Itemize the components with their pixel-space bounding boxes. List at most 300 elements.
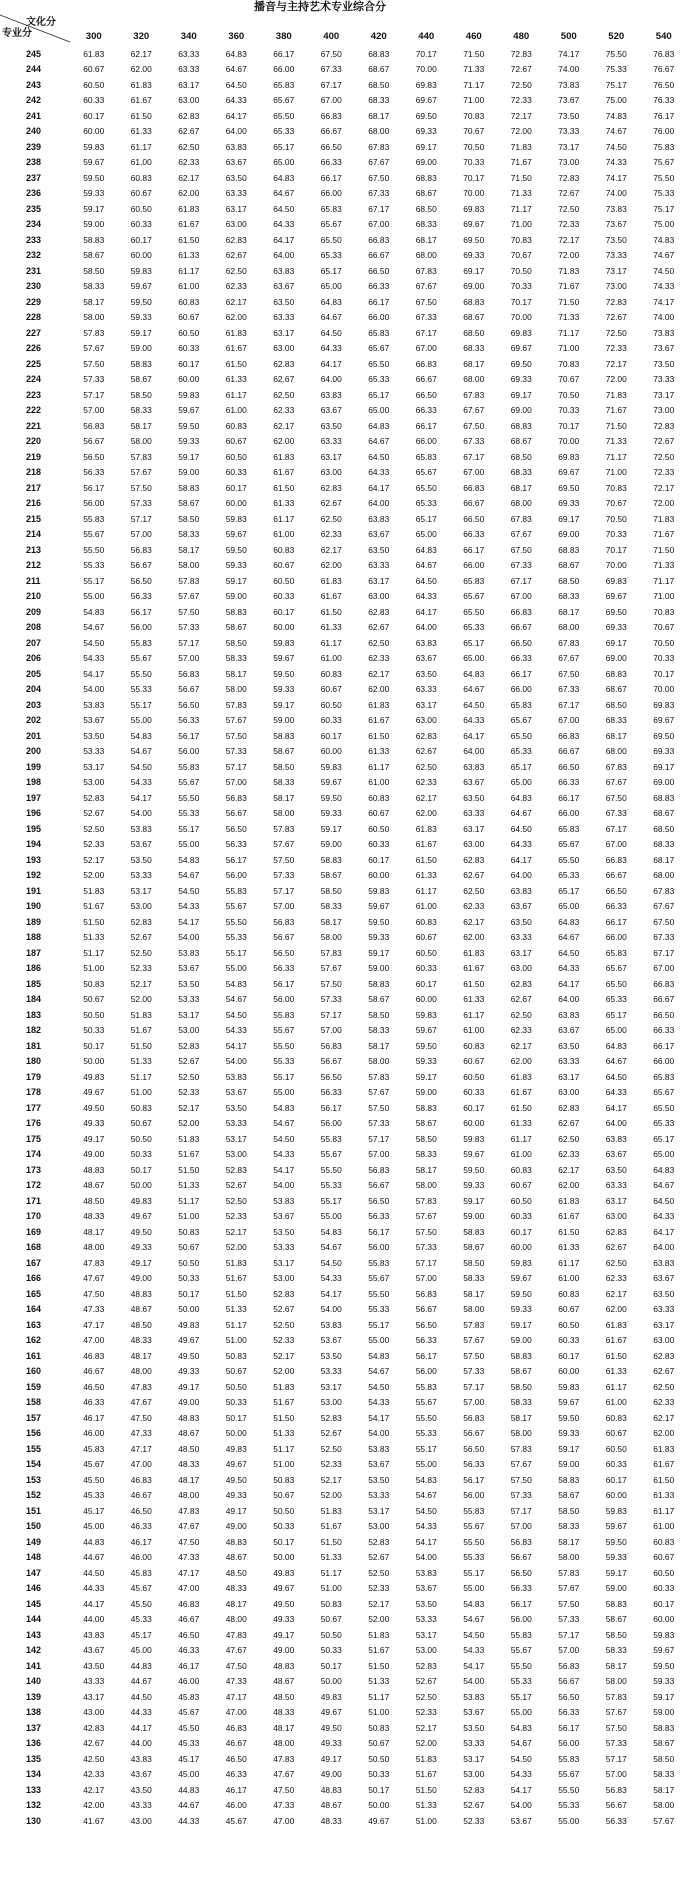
- table-cell: 56.50: [463, 1443, 485, 1454]
- row-header: 137: [26, 1722, 42, 1733]
- table-row: [0, 1720, 688, 1736]
- table-cell: 53.33: [83, 746, 105, 757]
- table-cell: 69.17: [558, 513, 580, 524]
- table-cell: 63.67: [558, 1025, 580, 1036]
- table-cell: 58.83: [415, 1102, 437, 1113]
- table-row: [0, 403, 688, 419]
- table-cell: 68.67: [463, 312, 485, 323]
- table-cell: 65.00: [653, 1149, 675, 1160]
- table-cell: 58.00: [605, 1676, 627, 1687]
- table-row: [0, 170, 688, 186]
- table-cell: 58.33: [605, 1645, 627, 1656]
- table-cell: 69.33: [415, 126, 437, 137]
- table-cell: 67.33: [605, 808, 627, 819]
- table-cell: 62.33: [510, 1025, 532, 1036]
- table-cell: 52.17: [273, 1350, 295, 1361]
- table-cell: 64.67: [558, 932, 580, 943]
- table-cell: 54.67: [130, 746, 152, 757]
- table-cell: 47.83: [225, 1629, 247, 1640]
- table-row: [0, 1596, 688, 1612]
- table-cell: 66.00: [368, 312, 390, 323]
- table-cell: 61.83: [368, 699, 390, 710]
- table-cell: 68.50: [653, 823, 675, 834]
- table-cell: 67.83: [463, 389, 485, 400]
- table-cell: 63.17: [320, 451, 342, 462]
- table-cell: 57.50: [273, 854, 295, 865]
- table-cell: 63.00: [653, 1335, 675, 1346]
- row-header: 220: [26, 436, 42, 447]
- table-cell: 43.67: [130, 1769, 152, 1780]
- table-cell: 55.33: [368, 1304, 390, 1315]
- table-cell: 45.17: [130, 1629, 152, 1640]
- table-cell: 56.67: [415, 1304, 437, 1315]
- table-row: [0, 1689, 688, 1705]
- row-header: 195: [26, 823, 42, 834]
- table-cell: 48.50: [178, 1443, 200, 1454]
- table-cell: 46.50: [83, 1381, 105, 1392]
- table-cell: 52.83: [368, 1536, 390, 1547]
- table-cell: 62.50: [368, 637, 390, 648]
- table-cell: 47.50: [273, 1784, 295, 1795]
- table-cell: 49.00: [178, 1397, 200, 1408]
- table-cell: 49.67: [320, 1707, 342, 1718]
- table-cell: 71.33: [510, 188, 532, 199]
- table-cell: 54.00: [273, 1180, 295, 1191]
- table-cell: 58.50: [130, 389, 152, 400]
- row-header: 198: [26, 777, 42, 788]
- table-cell: 61.17: [653, 1505, 675, 1516]
- table-cell: 66.33: [653, 1025, 675, 1036]
- row-header: 205: [26, 668, 42, 679]
- table-cell: 54.50: [368, 1381, 390, 1392]
- table-cell: 56.00: [510, 1614, 532, 1625]
- table-cell: 52.33: [368, 1583, 390, 1594]
- table-cell: 56.67: [83, 436, 105, 447]
- table-cell: 62.00: [510, 1056, 532, 1067]
- table-cell: 59.17: [558, 1443, 580, 1454]
- table-cell: 50.00: [320, 1676, 342, 1687]
- table-cell: 63.17: [653, 1319, 675, 1330]
- table-cell: 60.67: [653, 1552, 675, 1563]
- table-cell: 46.00: [178, 1676, 200, 1687]
- table-cell: 58.17: [130, 420, 152, 431]
- table-cell: 58.33: [178, 529, 200, 540]
- table-cell: 58.33: [463, 1273, 485, 1284]
- table-cell: 59.00: [83, 219, 105, 230]
- table-cell: 52.33: [320, 1459, 342, 1470]
- table-cell: 44.67: [130, 1676, 152, 1687]
- table-cell: 63.50: [510, 916, 532, 927]
- table-cell: 52.67: [178, 1056, 200, 1067]
- table-cell: 48.17: [273, 1722, 295, 1733]
- table-cell: 62.83: [415, 730, 437, 741]
- table-cell: 57.33: [510, 1490, 532, 1501]
- table-cell: 72.67: [510, 64, 532, 75]
- table-row: [0, 310, 688, 326]
- table-cell: 70.67: [605, 498, 627, 509]
- table-cell: 61.67: [558, 1211, 580, 1222]
- table-row: [0, 1426, 688, 1442]
- table-cell: 72.50: [605, 327, 627, 338]
- table-cell: 63.17: [415, 699, 437, 710]
- table-cell: 55.33: [225, 932, 247, 943]
- table-cell: 52.00: [225, 1242, 247, 1253]
- table-cell: 62.50: [320, 513, 342, 524]
- table-cell: 62.17: [178, 172, 200, 183]
- table-cell: 63.00: [225, 219, 247, 230]
- table-cell: 52.83: [415, 1660, 437, 1671]
- table-cell: 48.67: [178, 1428, 200, 1439]
- table-cell: 59.67: [368, 901, 390, 912]
- table-cell: 57.33: [225, 746, 247, 757]
- table-cell: 62.67: [558, 1118, 580, 1129]
- table-cell: 71.33: [653, 560, 675, 571]
- table-cell: 61.00: [320, 653, 342, 664]
- table-cell: 55.17: [178, 823, 200, 834]
- table-cell: 68.33: [653, 839, 675, 850]
- table-cell: 61.33: [558, 1242, 580, 1253]
- table-cell: 49.00: [83, 1149, 105, 1160]
- table-cell: 63.00: [273, 343, 295, 354]
- table-cell: 55.33: [83, 560, 105, 571]
- table-cell: 70.50: [463, 141, 485, 152]
- table-cell: 52.00: [320, 1490, 342, 1501]
- table-cell: 54.17: [510, 1784, 532, 1795]
- table-cell: 65.67: [605, 963, 627, 974]
- table-cell: 45.67: [130, 1583, 152, 1594]
- table-cell: 66.83: [605, 854, 627, 865]
- table-cell: 70.00: [653, 684, 675, 695]
- table-cell: 70.50: [510, 265, 532, 276]
- table-cell: 71.67: [605, 405, 627, 416]
- row-header: 232: [26, 250, 42, 261]
- table-cell: 64.83: [605, 1040, 627, 1051]
- table-cell: 60.33: [653, 1583, 675, 1594]
- table-cell: 60.00: [320, 746, 342, 757]
- table-cell: 62.17: [130, 48, 152, 59]
- table-cell: 64.83: [273, 172, 295, 183]
- table-cell: 54.17: [463, 1660, 485, 1671]
- table-cell: 74.83: [605, 110, 627, 121]
- table-cell: 45.17: [83, 1505, 105, 1516]
- table-cell: 64.17: [320, 358, 342, 369]
- table-cell: 58.50: [653, 1753, 675, 1764]
- table-cell: 58.83: [605, 1598, 627, 1609]
- table-cell: 48.83: [320, 1784, 342, 1795]
- table-row: [0, 852, 688, 868]
- table-cell: 47.00: [178, 1583, 200, 1594]
- table-cell: 75.33: [605, 64, 627, 75]
- table-cell: 58.67: [558, 1490, 580, 1501]
- table-cell: 72.50: [653, 451, 675, 462]
- table-cell: 69.50: [558, 482, 580, 493]
- table-cell: 49.83: [178, 1319, 200, 1330]
- table-cell: 61.83: [130, 79, 152, 90]
- table-cell: 65.17: [415, 513, 437, 524]
- table-cell: 59.33: [368, 932, 390, 943]
- table-cell: 56.00: [178, 746, 200, 757]
- table-cell: 61.50: [273, 482, 295, 493]
- table-cell: 60.00: [368, 870, 390, 881]
- table-row: [0, 542, 688, 558]
- table-cell: 58.17: [415, 1164, 437, 1175]
- row-header: 209: [26, 606, 42, 617]
- table-cell: 57.67: [558, 1583, 580, 1594]
- table-cell: 49.33: [273, 1614, 295, 1625]
- table-cell: 51.83: [130, 1009, 152, 1020]
- table-cell: 64.50: [653, 1195, 675, 1206]
- table-cell: 63.00: [320, 467, 342, 478]
- table-row: [0, 1116, 688, 1132]
- row-header: 174: [26, 1149, 42, 1160]
- table-cell: 63.33: [463, 808, 485, 819]
- table-row: [0, 806, 688, 822]
- table-cell: 66.00: [415, 436, 437, 447]
- table-cell: 57.83: [605, 1691, 627, 1702]
- table-cell: 60.00: [273, 622, 295, 633]
- table-cell: 76.50: [653, 79, 675, 90]
- table-cell: 62.83: [273, 358, 295, 369]
- table-cell: 66.50: [463, 513, 485, 524]
- table-cell: 62.00: [605, 1304, 627, 1315]
- table-cell: 54.00: [510, 1800, 532, 1811]
- table-cell: 53.50: [415, 1598, 437, 1609]
- table-cell: 59.00: [415, 1087, 437, 1098]
- table-cell: 59.67: [273, 653, 295, 664]
- table-cell: 60.33: [368, 839, 390, 850]
- table-cell: 60.17: [130, 234, 152, 245]
- table-cell: 55.67: [273, 1025, 295, 1036]
- table-cell: 55.00: [320, 1211, 342, 1222]
- table-cell: 64.00: [415, 622, 437, 633]
- table-cell: 58.83: [130, 358, 152, 369]
- table-cell: 47.83: [178, 1505, 200, 1516]
- table-cell: 60.50: [130, 203, 152, 214]
- table-cell: 64.50: [225, 79, 247, 90]
- table-cell: 54.83: [415, 1474, 437, 1485]
- table-cell: 67.67: [368, 157, 390, 168]
- table-cell: 61.67: [130, 95, 152, 106]
- table-cell: 50.33: [320, 1645, 342, 1656]
- table-cell: 65.00: [368, 405, 390, 416]
- table-cell: 56.33: [510, 1583, 532, 1594]
- table-row: [0, 449, 688, 465]
- table-cell: 71.67: [653, 529, 675, 540]
- table-cell: 60.17: [510, 1226, 532, 1237]
- table-cell: 48.17: [225, 1598, 247, 1609]
- table-cell: 64.17: [653, 1226, 675, 1237]
- table-cell: 64.17: [225, 110, 247, 121]
- row-header: 213: [26, 544, 42, 555]
- table-cell: 64.67: [273, 188, 295, 199]
- table-cell: 63.50: [463, 792, 485, 803]
- table-cell: 52.67: [415, 1676, 437, 1687]
- table-cell: 68.50: [463, 327, 485, 338]
- table-row: [0, 945, 688, 961]
- row-header: 236: [26, 188, 42, 199]
- table-cell: 61.50: [178, 234, 200, 245]
- table-cell: 56.33: [83, 467, 105, 478]
- table-cell: 56.33: [368, 1211, 390, 1222]
- table-cell: 71.83: [510, 141, 532, 152]
- table-cell: 45.33: [83, 1490, 105, 1501]
- table-cell: 67.83: [653, 885, 675, 896]
- row-header: 234: [26, 219, 42, 230]
- table-cell: 61.17: [605, 1381, 627, 1392]
- table-cell: 54.17: [273, 1164, 295, 1175]
- table-cell: 53.17: [368, 1505, 390, 1516]
- table-cell: 59.00: [558, 1459, 580, 1470]
- table-cell: 66.17: [558, 792, 580, 803]
- table-cell: 56.83: [130, 544, 152, 555]
- table-cell: 53.67: [415, 1583, 437, 1594]
- table-cell: 54.50: [510, 1753, 532, 1764]
- table-cell: 54.17: [225, 1040, 247, 1051]
- table-cell: 49.67: [368, 1815, 390, 1826]
- table-cell: 44.50: [130, 1691, 152, 1702]
- table-cell: 64.17: [463, 730, 485, 741]
- table-cell: 54.33: [83, 653, 105, 664]
- major-score-label: 专业分: [2, 28, 32, 39]
- table-cell: 66.50: [320, 141, 342, 152]
- table-cell: 43.83: [83, 1629, 105, 1640]
- table-cell: 54.33: [320, 1273, 342, 1284]
- table-cell: 44.67: [83, 1552, 105, 1563]
- table-cell: 55.00: [558, 1815, 580, 1826]
- table-cell: 68.67: [605, 684, 627, 695]
- table-cell: 68.50: [415, 203, 437, 214]
- table-cell: 58.83: [320, 854, 342, 865]
- table-cell: 61.50: [463, 978, 485, 989]
- row-header: 176: [26, 1118, 42, 1129]
- table-cell: 68.33: [415, 219, 437, 230]
- table-cell: 63.67: [415, 653, 437, 664]
- table-cell: 66.17: [415, 420, 437, 431]
- table-cell: 60.83: [225, 420, 247, 431]
- table-row: [0, 341, 688, 357]
- table-cell: 58.67: [415, 1118, 437, 1129]
- table-cell: 75.00: [605, 95, 627, 106]
- table-cell: 65.17: [368, 389, 390, 400]
- row-header: 144: [26, 1614, 42, 1625]
- table-cell: 65.33: [605, 994, 627, 1005]
- table-cell: 72.33: [510, 95, 532, 106]
- table-cell: 53.00: [130, 901, 152, 912]
- table-cell: 66.00: [463, 560, 485, 571]
- table-cell: 53.50: [273, 1226, 295, 1237]
- table-cell: 53.83: [178, 947, 200, 958]
- table-cell: 52.50: [415, 1691, 437, 1702]
- table-cell: 60.00: [415, 994, 437, 1005]
- row-header: 227: [26, 327, 42, 338]
- table-cell: 59.67: [178, 405, 200, 416]
- table-cell: 67.33: [320, 64, 342, 75]
- table-cell: 75.83: [653, 141, 675, 152]
- table-cell: 51.00: [320, 1583, 342, 1594]
- table-cell: 61.83: [83, 48, 105, 59]
- table-cell: 53.83: [130, 823, 152, 834]
- table-cell: 65.00: [320, 281, 342, 292]
- row-header: 203: [26, 699, 42, 710]
- table-cell: 56.33: [463, 1459, 485, 1470]
- table-cell: 55.00: [273, 1087, 295, 1098]
- table-row: [0, 279, 688, 295]
- table-cell: 75.17: [605, 79, 627, 90]
- table-row: [0, 1395, 688, 1411]
- table-cell: 61.50: [510, 1102, 532, 1113]
- table-cell: 71.33: [558, 312, 580, 323]
- table-cell: 61.33: [130, 126, 152, 137]
- row-header: 162: [26, 1335, 42, 1346]
- row-header: 206: [26, 653, 42, 664]
- table-cell: 58.00: [273, 808, 295, 819]
- table-cell: 60.50: [83, 79, 105, 90]
- table-cell: 53.33: [463, 1738, 485, 1749]
- table-cell: 50.33: [368, 1769, 390, 1780]
- table-cell: 51.50: [368, 1660, 390, 1671]
- table-cell: 69.00: [653, 777, 675, 788]
- row-header: 226: [26, 343, 42, 354]
- table-cell: 43.67: [83, 1645, 105, 1656]
- table-cell: 65.33: [320, 250, 342, 261]
- table-cell: 55.67: [415, 1397, 437, 1408]
- table-cell: 42.83: [83, 1722, 105, 1733]
- table-cell: 72.33: [653, 467, 675, 478]
- table-cell: 56.83: [558, 1660, 580, 1671]
- table-cell: 62.17: [463, 916, 485, 927]
- table-cell: 64.50: [320, 327, 342, 338]
- table-cell: 51.00: [83, 963, 105, 974]
- table-cell: 45.50: [178, 1722, 200, 1733]
- table-cell: 57.83: [83, 327, 105, 338]
- table-cell: 53.67: [463, 1707, 485, 1718]
- table-cell: 75.67: [653, 157, 675, 168]
- table-cell: 50.00: [83, 1056, 105, 1067]
- table-cell: 75.17: [653, 203, 675, 214]
- table-cell: 74.00: [653, 312, 675, 323]
- table-cell: 70.00: [463, 188, 485, 199]
- table-cell: 72.00: [558, 250, 580, 261]
- table-cell: 59.33: [130, 312, 152, 323]
- table-cell: 55.33: [320, 1180, 342, 1191]
- table-cell: 67.50: [558, 668, 580, 679]
- table-cell: 62.17: [225, 296, 247, 307]
- table-cell: 59.33: [653, 1676, 675, 1687]
- table-cell: 55.67: [130, 653, 152, 664]
- table-cell: 58.67: [320, 870, 342, 881]
- table-cell: 65.67: [368, 343, 390, 354]
- table-cell: 57.17: [320, 1009, 342, 1020]
- table-cell: 57.67: [320, 963, 342, 974]
- table-cell: 60.17: [463, 1102, 485, 1113]
- table-cell: 58.33: [510, 1397, 532, 1408]
- row-header: 154: [26, 1459, 42, 1470]
- table-cell: 72.83: [558, 172, 580, 183]
- table-cell: 51.00: [368, 1707, 390, 1718]
- table-cell: 58.50: [225, 637, 247, 648]
- table-cell: 60.17: [83, 110, 105, 121]
- table-cell: 61.67: [605, 1335, 627, 1346]
- table-cell: 46.33: [130, 1521, 152, 1532]
- table-cell: 62.83: [510, 978, 532, 989]
- table-cell: 66.50: [510, 637, 532, 648]
- row-header: 204: [26, 684, 42, 695]
- table-cell: 63.33: [178, 48, 200, 59]
- table-cell: 57.00: [605, 1769, 627, 1780]
- table-cell: 60.17: [320, 730, 342, 741]
- table-row: [0, 465, 688, 481]
- table-cell: 60.83: [273, 544, 295, 555]
